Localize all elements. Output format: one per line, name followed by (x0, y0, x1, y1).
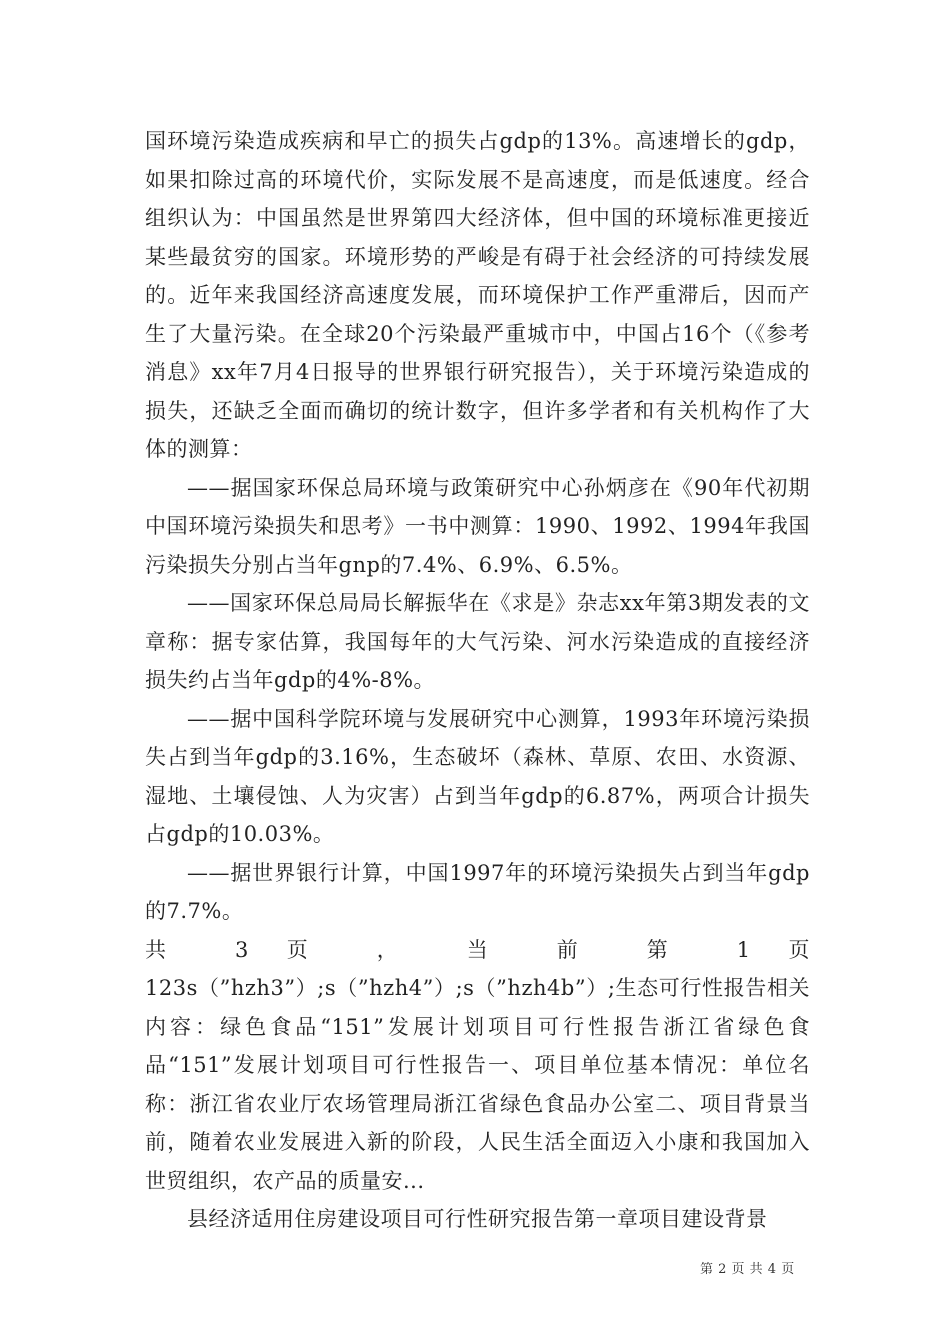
next-document-title: 县经济适用住房建设项目可行性研究报告第一章项目建设背景 (187, 1207, 768, 1231)
related-content-text: 123s（”hzh3”）;s（”hzh4”）;s（”hzh4b”）;生态可行性报告相关内容：绿色食品“151”发展计划项目可行性报告浙江省绿色食品“151”发展计划项目可行性报告一、项目单位基本情况：单位名称：浙江省农业厅农场管理局浙江省绿色食品办公室二、项目背景当前，随着农业发展进入新的阶段，人民生活全面迈入小康和我国加入世贸组织，农产品的质量安... (145, 976, 810, 1193)
paragraph-5: ——据世界银行计算，中国1997年的环境污染损失占到当年gdp的7.7%。 (145, 860, 810, 923)
paragraph-3: ——国家环保总局局长解振华在《求是》杂志xx年第3期发表的文章称：据专家估算，我国每年的大气污染、河水污染造成的直接经济损失约占当年gdp的4%-8%。 (145, 591, 810, 692)
paragraph-4: ——据中国科学院环境与发展研究中心测算，1993年环境污染损失占到当年gdp的3.16%，生态破坏（森林、草原、农田、水资源、湿地、土壤侵蚀、人为灾害）占到当年gdp的6.87%，两项合计损失占gdp的10.03%。 (145, 706, 810, 846)
page-number-footer: 第 2 页 共 4 页 (700, 1262, 795, 1277)
paragraph-1: 国环境污染造成疾病和早亡的损失占gdp的13%。高速增长的gdp，如果扣除过高的环境代价，实际发展不是高速度，而是低速度。经合组织认为：中国虽然是世界第四大经济体，但中国的环境标准更接近某些最贫穷的国家。环境形势的严峻是有碍于社会经济的可持续发展的。近年来我国经济高速度发展，而环境保护工作严重滞后，因而产生了大量污染。在全球20个污染最严重城市中，中国占16个（《参考消息》xx年7月4日报导的世界银行研究报告），关于环境污染造成的损失，还缺乏全面而确切的统计数字，但许多学者和有关机构作了大体的测算： (145, 129, 810, 461)
page-indicator: 共 3 页 ， 当 前 第 1 页 (145, 937, 810, 962)
paragraph-2: ——据国家环保总局环境与政策研究中心孙炳彦在《90年代初期中国环境污染损失和思考》一书中测算：1990、1992、1994年我国污染损失分别占当年gnp的7.4%、6.9%、6.5%。 (145, 475, 810, 577)
document-body (145, 122, 810, 1239)
